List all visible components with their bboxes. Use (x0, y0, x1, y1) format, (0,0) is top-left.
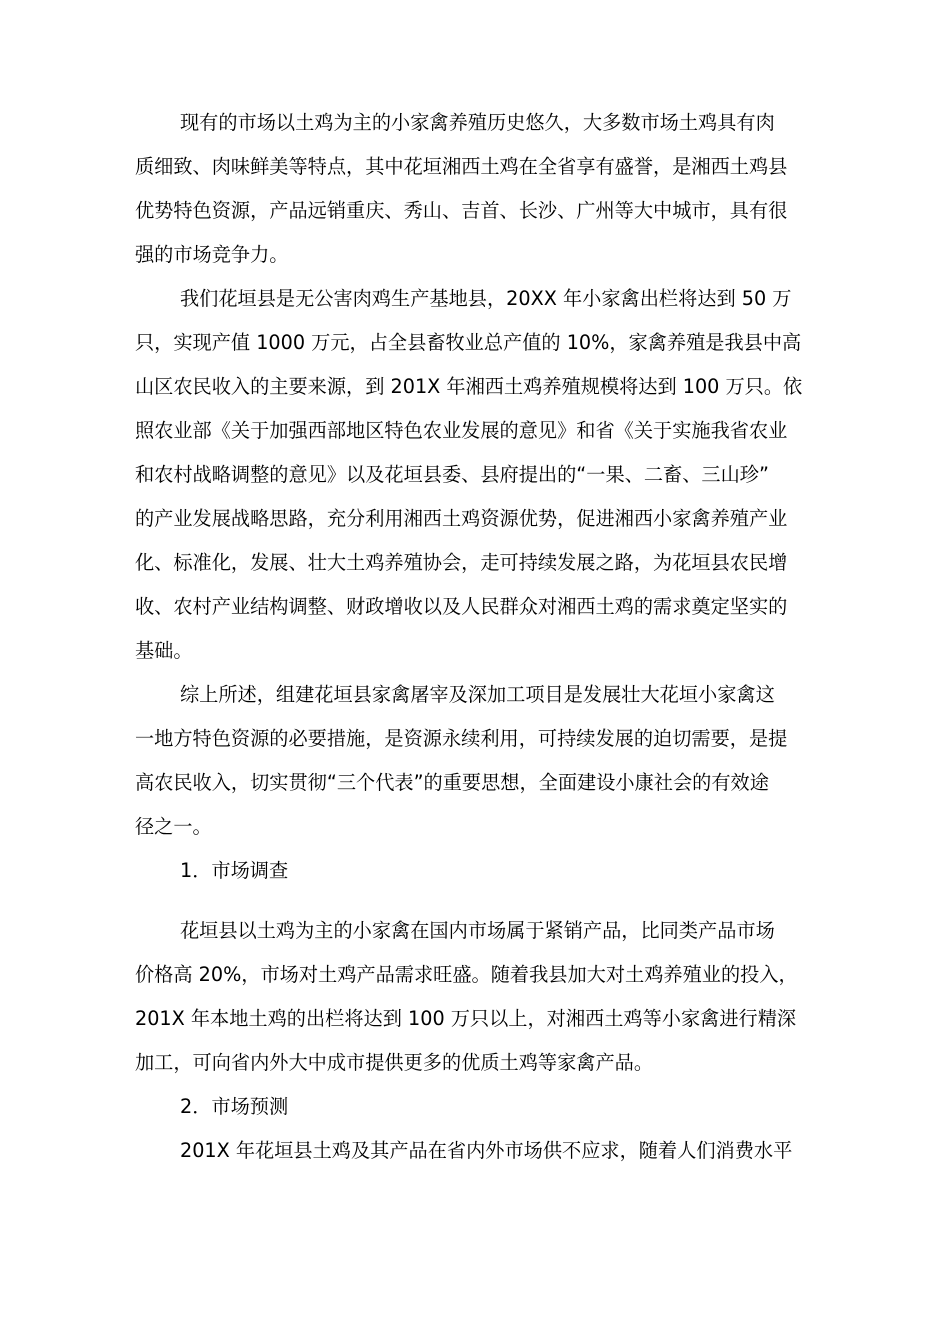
paragraph-4-line-4: 加工，可向省内外大中成市提供更多的优质土鸡等家禽产品。 (135, 1051, 654, 1074)
paragraph-1-line-4: 强的市场竞争力。 (135, 243, 289, 266)
paragraph-3-line-1: 综上所述，组建花垣县家禽屠宰及深加工项目是发展壮大花垣小家禽这 (180, 683, 775, 706)
paragraph-2-line-4: 照农业部《关于加强西部地区特色农业发展的意见》和省《关于实施我省农业 (135, 419, 788, 442)
paragraph-4-line-1: 花垣县以土鸡为主的小家禽在国内市场属于紧销产品，比同类产品市场 (180, 919, 775, 942)
paragraph-5-line-1: 201X 年花垣县土鸡及其产品在省内外市场供不应求，随着人们消费水平 (180, 1139, 793, 1162)
paragraph-2-line-3: 山区农民收入的主要来源，到 201X 年湘西土鸡养殖规模将达到 100 万只。依 (135, 375, 803, 398)
paragraph-2-line-6: 的产业发展战略思路，充分利用湘西土鸡资源优势，促进湘西小家禽养殖产业 (135, 507, 788, 530)
paragraph-1-line-1: 现有的市场以土鸡为主的小家禽养殖历史悠久，大多数市场土鸡具有肉 (180, 111, 775, 134)
paragraph-3-line-2: 一地方特色资源的必要措施，是资源永续利用，可持续发展的迫切需要，是提 (135, 727, 788, 750)
paragraph-4-line-2: 价格高 20%，市场对土鸡产品需求旺盛。随着我县加大对土鸡养殖业的投入， (135, 963, 798, 986)
paragraph-3-line-3: 高农民收入，切实贯彻“三个代表”的重要思想，全面建设小康社会的有效途 (135, 771, 769, 794)
paragraph-1-line-2: 质细致、肉味鲜美等特点，其中花垣湘西土鸡在全省享有盛誉，是湘西土鸡县 (135, 155, 788, 178)
paragraph-3-line-4: 径之一。 (135, 815, 212, 838)
section-heading-market-survey: 1．市场调查 (180, 859, 289, 882)
section-heading-market-forecast: 2．市场预测 (180, 1095, 289, 1118)
paragraph-1-line-3: 优势特色资源，产品远销重庆、秀山、吉首、长沙、广州等大中城市，具有很 (135, 199, 788, 222)
paragraph-2-line-5: 和农村战略调整的意见》以及花垣县委、县府提出的“一果、二畜、三山珍” (135, 463, 769, 486)
paragraph-2-line-2: 只，实现产值 1000 万元，占全县畜牧业总产值的 10%，家禽养殖是我县中高 (135, 331, 802, 354)
paragraph-2-line-8: 收、农村产业结构调整、财政增收以及人民群众对湘西土鸡的需求奠定坚实的 (135, 595, 788, 618)
paragraph-2-line-9: 基础。 (135, 639, 193, 662)
paragraph-4-line-3: 201X 年本地土鸡的出栏将达到 100 万只以上，对湘西土鸡等小家禽进行精深 (135, 1007, 797, 1030)
paragraph-2-line-1: 我们花垣县是无公害肉鸡生产基地县，20XX 年小家禽出栏将达到 50 万 (180, 287, 792, 310)
paragraph-2-line-7: 化、标准化，发展、壮大土鸡养殖协会，走可持续发展之路，为花垣县农民增 (135, 551, 788, 574)
